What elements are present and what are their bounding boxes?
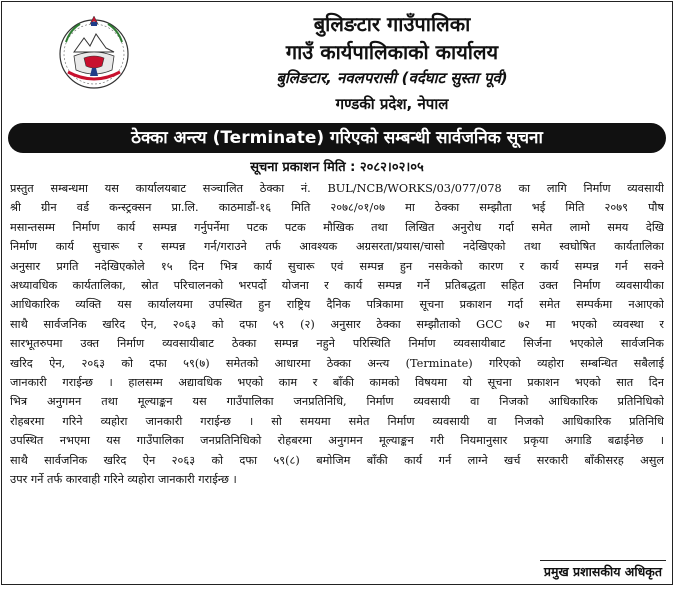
body-line: प्रस्तुत सम्बन्धमा यस कार्यालयबाट सञ्चालित ठेक्का नं. BUL/NCB/WORKS/03/077/078 का लागि निर्माण व्यवसायी <box>10 182 664 195</box>
body-line: निर्माण कार्य सुचारू र सम्पन्न गर्न/गराउने तर्फ आवश्यक अग्रसरता/प्रयास/चासो नदेखिएको तथा स्वघोषित कार्यतालिका <box>10 240 664 254</box>
body-line: जानकारी गराईन्छ । हालसम्म अद्यावधिक भएको काम र बाँकी कामको विषयमा यो सूचना प्रकाशन भएको सात दिन <box>10 376 664 390</box>
body-line: उपर गर्ने तर्फ कारवाही गरिने व्यहोरा जानकारी गराईन्छ । <box>10 473 237 487</box>
notice-document <box>1 1 673 585</box>
office-name-heading: बुलिङटार गाउँपालिका <box>313 12 471 36</box>
body-line: खरिद ऐन, २०६३ को दफा ५९(७) समेतको आधारमा ठेक्का अन्त्य (Terminate) गरिएको व्यहोरा सम्बन्धित सबैलाई <box>10 356 664 370</box>
body-line: श्री ग्रीन वर्ड कन्स्ट्रक्सन प्रा.लि. काठमाडौं-१६ मिति २०७८/०१/०७ मा ठेक्का सम्झौता भई मिति २०७९ पौष <box>10 201 664 215</box>
body-line: साथै सार्वजनिक खरिद ऐन २०६३ को दफा ५९(८) बमोजिम बाँकी कार्य गर्न लाग्ने खर्च सरकारी बाँकीसरह असुल <box>10 453 664 467</box>
notice-body <box>10 179 664 490</box>
office-address: बुलिङटार, नवलपरासी (वर्दघाट सुस्ता पूर्व) <box>276 69 508 87</box>
body-line: अनुसार प्रगति नदेखिएकोले १५ दिन भित्र कार्य सुचारू एवं सम्पन्न हुन नसकेको कारण र कार्य सम्पन्न गर्न सक्ने <box>10 259 664 273</box>
body-line: सारभूतरुपमा उक्त निर्माण व्यवसायीबाट ठेक्का सम्पन्न नहुने परिस्थिति निर्माण व्यवसायीबाट सिर्जना भएकोले सार्वजनिक <box>10 337 664 351</box>
office-province: गण्डकी प्रदेश, नेपाल <box>335 95 449 113</box>
body-line: भित्र अनुगमन तथा मूल्याङ्कन यस गाउँपालिका जनप्रतिनिधि, निर्माण व्यवसायी वा निजको आधिकारिक प्रतिनिधिको <box>10 395 664 409</box>
body-line: रोहबरमा गरिने व्यहोरा जानकारी गराईन्छ । सो समयमा समेत निर्माण व्यवसायी वा निजको आधिकारिक प्रतिनिधि <box>10 414 664 428</box>
body-line: मसान्तसम्म निर्माण कार्य सम्पन्न गर्नुपर्नेमा पटक पटक मौखिक तथा लिखित अनुरोध गर्दा समेत लामो समय देखि <box>10 220 664 234</box>
body-line: आधिकारिक व्यक्ति यस कार्यालयमा उपस्थित हुन राष्ट्रिय दैनिक पत्रिकामा सूचना प्रकाशन गर्दा समेत सम्पर्कमा नआएको <box>10 298 664 312</box>
body-line: अध्यावधिक कार्यतालिका, स्रोत परिचालनको भरपर्दो योजना र कार्य सम्पन्न गर्ने प्रतिबद्धता सहित उक्त निर्माण व्यवसायीका <box>10 279 664 293</box>
signatory-title: प्रमुख प्रशासकीय अधिकृत <box>540 560 666 580</box>
publication-date: सूचना प्रकाशन मिति : २०८२।०२।०५ <box>250 160 424 175</box>
notice-title-banner: ठेक्का अन्त्य (Terminate) गरिएको सम्बन्धी सार्वजनिक सूचना <box>8 123 666 153</box>
body-line: उपस्थित नभएमा यस गाउँपालिका जनप्रतिनिधिको रोहबरमा अनुगमन मूल्याङ्कन गरी नियमानुसार प्रकृया अगाडि बढाईनेछ । <box>10 434 664 448</box>
office-subheading: गाउँ कार्यपालिकाको कार्यालय <box>285 40 499 64</box>
body-line: साथै सार्वजनिक खरिद ऐन, २०६३ को दफा ५९ (२) अनुसार ठेक्का सम्झौताको GCC ७२ मा भएको व्यवस्था र <box>10 317 664 331</box>
